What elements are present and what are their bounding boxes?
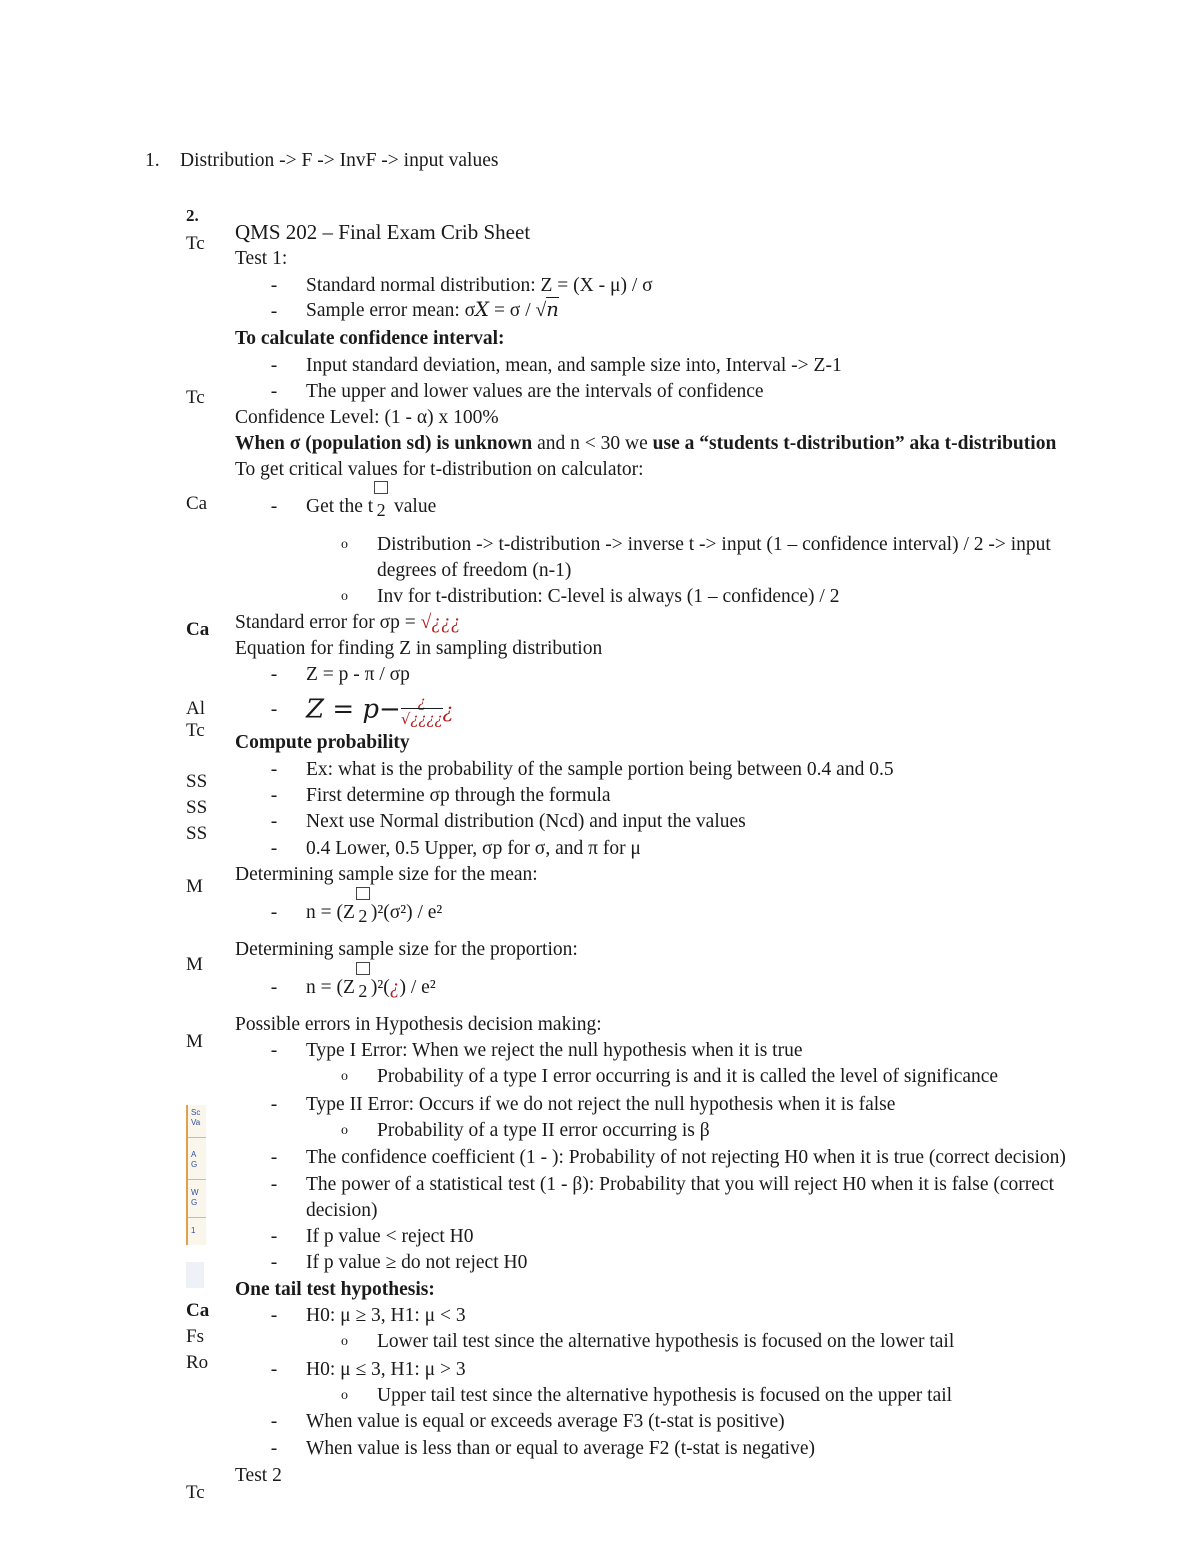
placeholder-box-icon bbox=[356, 887, 370, 900]
left-fragment: SS bbox=[186, 771, 208, 792]
upper-lower-line: The upper and lower values are the intervals of confidence bbox=[306, 381, 764, 402]
bullet-dash: - bbox=[270, 1359, 278, 1380]
alpha-over-2-fraction bbox=[373, 481, 389, 520]
placeholder-box-icon bbox=[356, 962, 370, 975]
bullet-circle: o bbox=[341, 589, 348, 604]
sigma-unknown-mid: and n < 30 we bbox=[532, 433, 653, 454]
bullet-dash: - bbox=[270, 838, 278, 859]
item1-text: Distribution -> F -> InvF -> input values bbox=[180, 150, 499, 171]
left-fragment: Fs bbox=[186, 1326, 204, 1347]
bullet-dash: - bbox=[270, 1040, 278, 1061]
item1-number: 1. bbox=[145, 150, 160, 171]
left-fragment: M bbox=[186, 954, 203, 975]
z-formula-tail: ¿ bbox=[442, 698, 454, 723]
placeholder-box-icon bbox=[374, 481, 388, 494]
sigma-unknown-bold: When σ (population sd) is unknown bbox=[235, 433, 533, 454]
bullet-dash: - bbox=[270, 1174, 278, 1195]
left-fragment: Tc bbox=[186, 233, 205, 254]
page-title: QMS 202 – Final Exam Crib Sheet bbox=[235, 220, 531, 244]
n-prop-red: ¿ bbox=[389, 977, 400, 998]
bullet-dash: - bbox=[270, 1411, 278, 1432]
left-fragment: Tc bbox=[186, 720, 205, 741]
power-line: The power of a statistical test (1 - β): Probability that you will reject H0 when it is false (correct bbox=[306, 1174, 1054, 1195]
confidence-level-line: Confidence Level: (1 - α) x 100% bbox=[235, 407, 499, 428]
calc-cell: A bbox=[191, 1150, 197, 1159]
pvalue-ge-line: If p value ≥ do not reject H0 bbox=[306, 1252, 528, 1273]
standard-error-formula: √¿¿¿ bbox=[420, 612, 461, 633]
bullet-circle: o bbox=[341, 537, 348, 552]
bullet-circle: o bbox=[341, 1334, 348, 1349]
z-formula-large-lhs: Z = p− bbox=[306, 694, 401, 725]
fraction-denominator: 2 bbox=[376, 499, 386, 520]
left-fragment: SS bbox=[186, 823, 208, 844]
bullet-circle: o bbox=[341, 1123, 348, 1138]
sigma-unknown-line bbox=[235, 434, 1056, 454]
bullet-dash: - bbox=[270, 759, 278, 780]
n-prop-lhs: n = (Z bbox=[306, 977, 355, 998]
bullet-dash: - bbox=[270, 699, 278, 720]
heading-compute-probability: Compute probability bbox=[235, 732, 410, 753]
lower-upper-line: 0.4 Lower, 0.5 Upper, σp for σ, and π for μ bbox=[306, 838, 641, 859]
calc-cell: G bbox=[191, 1160, 198, 1169]
heading-confidence-interval: To calculate confidence interval: bbox=[235, 328, 505, 349]
bullet-dash: - bbox=[270, 301, 278, 322]
bullet-dash: - bbox=[270, 977, 278, 998]
inv-t-line: Inv for t-distribution: C-level is always (1 – confidence) / 2 bbox=[377, 586, 840, 607]
calc-cell: Sc bbox=[191, 1108, 201, 1117]
get-t-value-text: value bbox=[389, 496, 437, 517]
bullet-dash: - bbox=[270, 811, 278, 832]
upper-tail-line: Upper tail test since the alternative hypothesis is focused on the upper tail bbox=[377, 1385, 953, 1406]
type1-prob-line: Probability of a type I error occurring is and it is called the level of significance bbox=[377, 1066, 999, 1087]
sample-size-mean-heading: Determining sample size for the mean: bbox=[235, 864, 538, 885]
n-mean-rhs: )²(σ²) / e² bbox=[370, 902, 443, 923]
bullet-dash: - bbox=[270, 785, 278, 806]
bullet-dash: - bbox=[270, 355, 278, 376]
bullet-dash: - bbox=[270, 1438, 278, 1459]
power-line-2: decision) bbox=[306, 1200, 378, 1221]
h0-le-line: H0: μ ≤ 3, H1: μ > 3 bbox=[306, 1359, 466, 1380]
equation-z-line: Equation for finding Z in sampling distribution bbox=[235, 638, 603, 659]
heading-one-tail: One tail test hypothesis: bbox=[235, 1279, 435, 1300]
t-distribution-bold: use a “students t-distribution” aka t-distribution bbox=[652, 433, 1057, 454]
next-use-line: Next use Normal distribution (Ncd) and input the values bbox=[306, 811, 746, 832]
alpha-over-2-fraction bbox=[355, 887, 371, 926]
bullet-dash: - bbox=[270, 1305, 278, 1326]
critical-values-line: To get critical values for t-distribution on calculator: bbox=[235, 459, 644, 480]
sample-error-eq: = σ / bbox=[489, 300, 536, 321]
calc-cell: 1 bbox=[191, 1226, 196, 1235]
lower-tail-line: Lower tail test since the alternative hypothesis is focused on the lower tail bbox=[377, 1331, 955, 1352]
dist-path-line-2: degrees of freedom (n-1) bbox=[377, 560, 572, 581]
x-bar-symbol: X bbox=[475, 298, 490, 321]
z-fraction-numerator: ¿ bbox=[417, 693, 426, 711]
bullet-dash: - bbox=[270, 902, 278, 923]
bullet-dash: - bbox=[270, 381, 278, 402]
left-fragment: Ca bbox=[186, 619, 210, 640]
bullet-dash: - bbox=[270, 275, 278, 296]
left-fragment: Al bbox=[186, 698, 205, 719]
fraction-denominator: 2 bbox=[358, 980, 368, 1001]
sqrt-symbol: √ bbox=[535, 300, 547, 321]
example-line: Ex: what is the probability of the sample portion being between 0.4 and 0.5 bbox=[306, 759, 894, 780]
sqrt-n: n bbox=[546, 298, 559, 321]
get-t-value-line bbox=[306, 481, 436, 520]
left-fragment: M bbox=[186, 876, 203, 897]
get-t-text: Get the t bbox=[306, 496, 374, 517]
dist-path-line: Distribution -> t-distribution -> inverse t -> input (1 – confidence interval) / 2 -> input bbox=[377, 534, 1051, 555]
bullet-dash: - bbox=[270, 1094, 278, 1115]
left-fragment: Ca bbox=[186, 1300, 210, 1321]
type1-line: Type I Error: When we reject the null hypothesis when it is true bbox=[306, 1040, 803, 1061]
sample-size-proportion-heading: Determining sample size for the proportion: bbox=[235, 939, 578, 960]
left-fragment: Tc bbox=[186, 1482, 205, 1503]
calculator-screenshot-footer bbox=[186, 1262, 204, 1288]
n-mean-formula bbox=[306, 887, 442, 926]
type2-line: Type II Error: Occurs if we do not reject the null hypothesis when it is false bbox=[306, 1094, 896, 1115]
n-proportion-formula bbox=[306, 962, 436, 1001]
n-prop-mid: )²( bbox=[370, 977, 390, 998]
bullet-circle: o bbox=[341, 1069, 348, 1084]
calc-cell: G bbox=[191, 1198, 198, 1207]
standard-error-text: Standard error for σp = bbox=[235, 612, 421, 633]
bullet-circle: o bbox=[341, 1388, 348, 1403]
first-determine-line: First determine σp through the formula bbox=[306, 785, 611, 806]
n-mean-lhs: n = (Z bbox=[306, 902, 355, 923]
bullet-dash: - bbox=[270, 1147, 278, 1168]
bullet-dash: - bbox=[270, 496, 278, 517]
z-fraction-denominator: √¿¿¿¿ bbox=[400, 709, 443, 728]
f2-line: When value is less than or equal to average F2 (t-stat is negative) bbox=[306, 1438, 815, 1459]
z-formula-fraction bbox=[401, 694, 443, 727]
possible-errors-heading: Possible errors in Hypothesis decision making: bbox=[235, 1014, 602, 1035]
bullet-dash: - bbox=[270, 664, 278, 685]
left-fragment: M bbox=[186, 1031, 203, 1052]
calculator-screenshot-fragment bbox=[186, 1105, 206, 1245]
input-sd-line: Input standard deviation, mean, and sample size into, Interval -> Z-1 bbox=[306, 355, 842, 376]
section-test1: Test 1: bbox=[235, 248, 288, 269]
left-fragment: SS bbox=[186, 797, 208, 818]
left-fragment: Ro bbox=[186, 1352, 209, 1373]
alpha-over-2-fraction bbox=[355, 962, 371, 1001]
h0-ge-line: H0: μ ≥ 3, H1: μ < 3 bbox=[306, 1305, 466, 1326]
bullet-dash: - bbox=[270, 1226, 278, 1247]
item2-number: 2. bbox=[186, 206, 199, 225]
f3-line: When value is equal or exceeds average F3 (t-stat is positive) bbox=[306, 1411, 785, 1432]
sample-error-text: Sample error mean: σ bbox=[306, 300, 476, 321]
confidence-coefficient-line: The confidence coefficient (1 - ): Probability of not rejecting H0 when it is true (correct decision) bbox=[306, 1147, 1066, 1168]
pvalue-lt-line: If p value < reject H0 bbox=[306, 1226, 474, 1247]
std-normal-line: Standard normal distribution: Z = (X - μ) / σ bbox=[306, 275, 653, 296]
n-prop-rhs: ) / e² bbox=[399, 977, 436, 998]
section-test2: Test 2 bbox=[235, 1465, 282, 1486]
calc-cell: Va bbox=[191, 1118, 201, 1127]
z-formula-large bbox=[306, 694, 453, 727]
z-formula-line: Z = p - π / σp bbox=[306, 664, 410, 685]
left-fragment: Ca bbox=[186, 493, 208, 514]
standard-error-line bbox=[235, 613, 461, 633]
bullet-dash: - bbox=[270, 1252, 278, 1273]
fraction-denominator: 2 bbox=[358, 905, 368, 926]
sample-error-line bbox=[306, 300, 559, 321]
left-fragment: Tc bbox=[186, 387, 205, 408]
type2-prob-line: Probability of a type II error occurring is β bbox=[377, 1120, 710, 1141]
calc-cell: W bbox=[191, 1188, 199, 1197]
